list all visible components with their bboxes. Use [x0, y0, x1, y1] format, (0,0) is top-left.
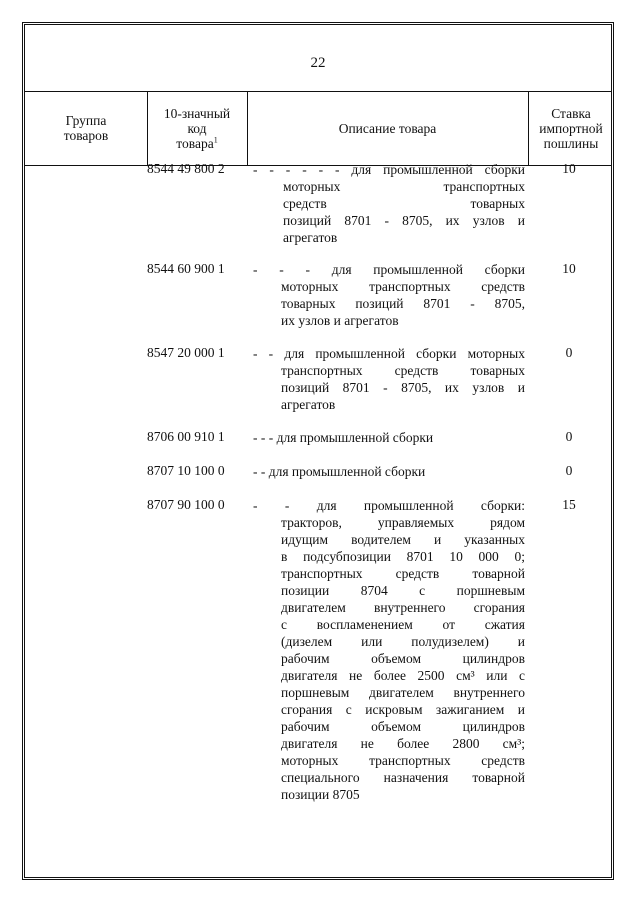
row-3-line: транспортных средств товарных: [281, 363, 525, 378]
row-6-line: (дизелем или полудизелем) и: [281, 634, 525, 649]
header-code-line1: 10-значный: [163, 105, 231, 121]
header-code-line2: код: [187, 120, 207, 136]
row-1-description: [253, 161, 525, 246]
row-3-rate: 0: [565, 345, 573, 360]
row-2-line: моторных транспортных средств: [281, 279, 525, 294]
row-6-line: в подсубпозиции 8701 10 000 0;: [281, 549, 525, 564]
row-6-line: транспортных средств товарной: [281, 566, 525, 581]
header-rate: [528, 91, 614, 165]
row-3-line: - - для промышленной сборки моторных: [253, 346, 525, 361]
row-6-line: специального назначения товарной: [281, 770, 525, 785]
row-2-line: - - - для промышленной сборки: [253, 262, 525, 277]
row-6-line: - - для промышленной сборки:: [253, 498, 525, 513]
row-3-line: позиций 8701 - 8705, их узлов и: [281, 380, 525, 395]
row-1-line: средств товарных: [283, 196, 525, 211]
header-rate-text: Ставка импортной пошлины: [539, 105, 603, 151]
row-2-description: [253, 261, 525, 329]
row-3-line: агрегатов: [281, 397, 336, 412]
row-6-line: двигателем внутреннего сгорания: [281, 600, 525, 615]
row-4-rate: 0: [565, 429, 573, 444]
row-4-code: 8706 00 910 1: [147, 429, 225, 444]
row-2-code: 8544 60 900 1: [147, 261, 225, 276]
row-1-code: 8544 49 800 2: [147, 161, 225, 176]
header-group-text: Группа товаров: [63, 113, 109, 143]
row-4-line: - - - для промышленной сборки: [253, 430, 434, 445]
row-6-line: двигателя не более 2800 см³;: [281, 736, 525, 751]
row-5-line: - - для промышленной сборки: [253, 464, 426, 479]
row-2-line: товарных позиций 8701 - 8705,: [281, 296, 525, 311]
row-6-line: рабочим объемом цилиндров: [281, 651, 525, 666]
row-1-line: моторных транспортных: [283, 179, 525, 194]
row-3-description: [253, 345, 525, 413]
header-code-word: товара: [176, 135, 214, 151]
row-6-line: двигателя не более 2500 см³ или с: [281, 668, 525, 683]
row-6-line: поршневым двигателем внутреннего: [281, 685, 525, 700]
row-6-line: тракторов, управляемых рядом: [281, 515, 525, 530]
row-6-code: 8707 90 100 0: [147, 497, 225, 512]
row-6-line: позиции 8704 с поршневым: [281, 583, 525, 598]
header-description-text: Описание товара: [338, 120, 437, 136]
row-6-line: с воспламенением от сжатия: [281, 617, 525, 632]
row-1-line: агрегатов: [283, 230, 338, 245]
row-6-rate: 15: [562, 497, 576, 512]
header-group: [25, 91, 147, 165]
row-5-rate: 0: [565, 463, 573, 478]
row-1-rate: 10: [562, 161, 576, 176]
row-1-line: позиций 8701 - 8705, их узлов и: [283, 213, 525, 228]
row-6-line: позиции 8705: [281, 787, 360, 802]
header-code: [147, 91, 247, 165]
row-2-rate: 10: [562, 261, 576, 276]
row-6-line: идущим водителем и указанных: [281, 532, 525, 547]
row-6-line: сгорания с искровым зажиганием и: [281, 702, 525, 717]
row-5-description: [253, 463, 525, 480]
header-code-text: [164, 106, 230, 151]
row-3-code: 8547 20 000 1: [147, 345, 225, 360]
header-description: [247, 91, 528, 165]
row-6-line: рабочим объемом цилиндров: [281, 719, 525, 734]
footnote-marker: 1: [213, 135, 218, 144]
row-5-code: 8707 10 100 0: [147, 463, 225, 478]
page-number: 22: [310, 55, 326, 71]
row-4-description: [253, 429, 525, 446]
row-1-line: - - - - - - для промышленной сборки: [253, 162, 525, 177]
header-code-line3: [164, 136, 230, 151]
row-6-description: [253, 497, 525, 803]
page-frame: [22, 22, 614, 880]
row-2-line: их узлов и агрегатов: [281, 313, 399, 328]
row-6-line: моторных транспортных средств: [281, 753, 525, 768]
